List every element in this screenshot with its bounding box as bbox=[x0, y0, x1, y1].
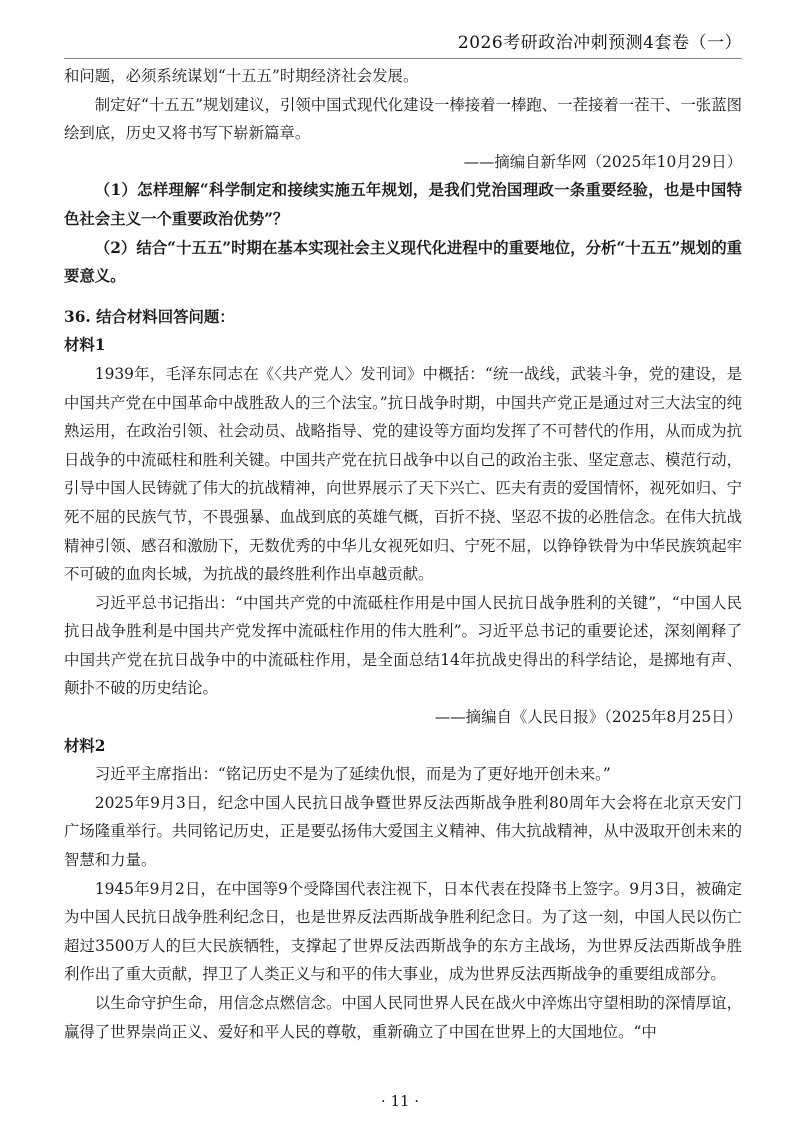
material-1-paragraph-1: 1939年，毛泽东同志在《〈共产党人〉发刊词》中概括：“统一战线，武装斗争，党的建设，是中国共产党在中国革命中战胜敌人的三个法宝。”抗日战争时期，中国共产党正是通过对三大法宝的纯熟运用，在政治引领、社会动员、战略指导、党的建设等方面均发挥了不可替代的作用，从而成为抗日战争的中流砥柱和胜利关键。中国共产党在抗日战争中以自己的政治主张、坚定意志、模范行动，引导中国人民铸就了伟大的抗战精神，向世界展示了天下兴亡、匹夫有责的爱国情怀，视死如归、宁死不屈的民族气节，不畏强暴、血战到底的英雄气概，百折不挠、坚忍不拔的必胜信念。在伟大抗战精神引领、感召和激励下，无数优秀的中华儿女视死如归、宁死不屈，以铮铮铁骨为中华民族筑起牢不可破的血肉长城，为抗战的最终胜利作出卓越贡献。 bbox=[64, 364, 742, 584]
material-2-paragraph-1: 习近平主席指出：“铭记历史不是为了延续仇恨，而是为了更好地开创未来。” bbox=[94, 765, 611, 784]
section-gap bbox=[64, 291, 742, 303]
material-2-paragraph-3: 1945年9月2日，在中国等9个受降国代表注视下，日本代表在投降书上签字。9月3日，被确定为中国人民抗日战争胜利纪念日，也是世界反法西斯战争胜利纪念日。为了这一刻，中国人民以伤亡超过3500万人的巨大民族牺牲，支撑起了世界反法西斯战争的东方主战场，为世界反法西斯战争胜利作出了重大贡献，捍卫了人类正义与和平的伟大事业，成为世界反法西斯战争的重要组成部分。 bbox=[64, 879, 742, 984]
material-2-paragraph-4: 以生命守护生命，用信念点燃信念。中国人民同世界人民在战火中淬炼出守望相助的深情厚谊，赢得了世界崇尚正义、爱好和平人民的尊敬，重新确立了中国在世界上的大国地位。“中 bbox=[64, 994, 742, 1041]
page-number: · 11 · bbox=[380, 1092, 420, 1110]
q35-source: ——摘编自新华网（2025年10月29日） bbox=[463, 152, 742, 171]
q35-question-1: （1）怎样理解“科学制定和接续实施五年规划，是我们党治国理政一条重要经验，也是中国特色社会主义一个重要政治优势”？ bbox=[64, 181, 742, 228]
q35-continuation: 和问题，必须系统谋划“十五五”时期经济社会发展。 bbox=[64, 67, 419, 85]
material-1-source: ——摘编自《人民日报》（2025年8月25日） bbox=[434, 708, 742, 727]
material-1-label: 材料1 bbox=[64, 336, 106, 355]
q35-paragraph: 制定好“十五五”规划建议，引领中国式现代化建设一棒接着一棒跑、一茬接着一茬干、一张蓝图绘到底，历史又将书写下崭新篇章。 bbox=[64, 95, 742, 143]
q36-title: 36. 结合材料回答问题： bbox=[64, 307, 235, 326]
page-content bbox=[64, 62, 742, 1046]
material-1-paragraph-2: 习近平总书记指出：“中国共产党的中流砥柱作用是中国人民抗日战争胜利的关键”，“中国人民抗日战争胜利是中国共产党发挥中流砥柱作用的伟大胜利”。习近平总书记的重要论述，深刻阐释了中国共产党在抗日战争中的中流砥柱作用，是全面总结14年抗战史得出的科学结论，是掷地有声、颠扑不破的历史结论。 bbox=[64, 593, 742, 698]
page-header: 2026考研政治冲刺预测4套卷（一） bbox=[457, 33, 742, 53]
material-2-paragraph-2: 2025年9月3日，纪念中国人民抗日战争暨世界反法西斯战争胜利80周年大会将在北京天安门广场隆重举行。共同铭记历史，正是要弘扬伟大爱国主义精神、伟大抗战精神，从中汲取开创未来的智慧和力量。 bbox=[64, 793, 742, 870]
q35-question-2: （2）结合“十五五”时期在基本实现社会主义现代化进程中的重要地位，分析“十五五”规划的重要意义。 bbox=[64, 238, 742, 286]
header-divider bbox=[64, 58, 742, 59]
material-2-label: 材料2 bbox=[64, 736, 106, 755]
